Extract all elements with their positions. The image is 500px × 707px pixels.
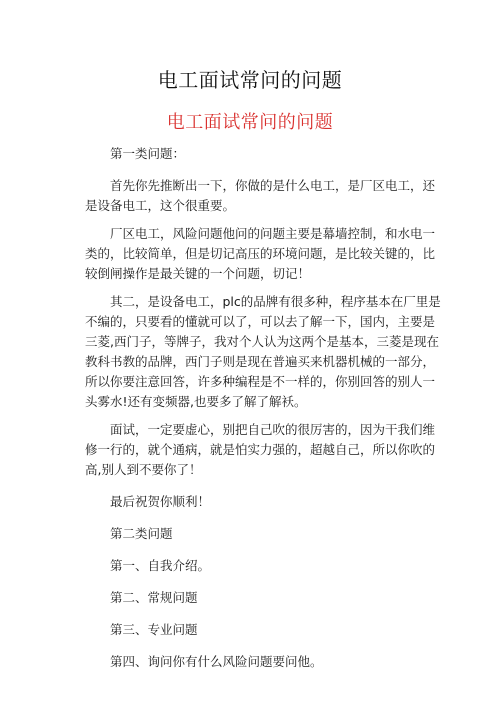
page-subtitle: 电工面试常问的问题 [166, 112, 334, 133]
paragraph-equipment-electrician: 其二，是设备电工，plc的品牌有很多种，程序基本在厂里是不编的，只要看的懂就可以了，可以去了解一下，国内，主要是三菱,西门子，等牌子，我对个人认为这两个是基本，三菱是现在教科书教的品牌，西门子则是现在普遍买来机器机械的一部分，所以你要注意回答，许多种编程是不一样的，你别回答的别人一头雾水!还有变频器,也要多了解了解袄。 [85, 294, 441, 409]
paragraph-interview-attitude: 面试，一定要虚心，别把自己吹的很厉害的，因为干我们维修一行的，就个通病，就是怕实力强的，超越自己，所以你吹的高,别人到不要你了！ [85, 422, 436, 477]
page-title: 电工面试常问的问题 [157, 68, 343, 92]
paragraph-good-luck: 最后祝贺你顺利！ [110, 494, 211, 509]
paragraph-category-one: 第一类问题： [110, 146, 186, 161]
paragraph-category-two: 第二类问题 [110, 526, 173, 541]
list-item-professional-questions: 第三、专业问题 [110, 622, 198, 637]
document-body [85, 144, 445, 672]
list-item-ask-questions: 第四、询问你有什么风险问题要问他。 [110, 654, 323, 669]
list-item-general-questions: 第二、常规问题 [110, 590, 198, 605]
paragraph-plant-electrician: 厂区电工，风险问题他问的问题主要是幕墙控制，和水电一类的，比较简单，但是切记高压的环境问题，是比较关键的，比较倒闸操作是最关键的一个问题，切记！ [85, 226, 436, 281]
list-item-self-intro: 第一、自我介绍。 [110, 558, 211, 573]
paragraph-determine-type: 首先你先推断出一下，你做的是什么电工，是厂区电工，还是设备电工，这个很重要。 [85, 178, 436, 213]
